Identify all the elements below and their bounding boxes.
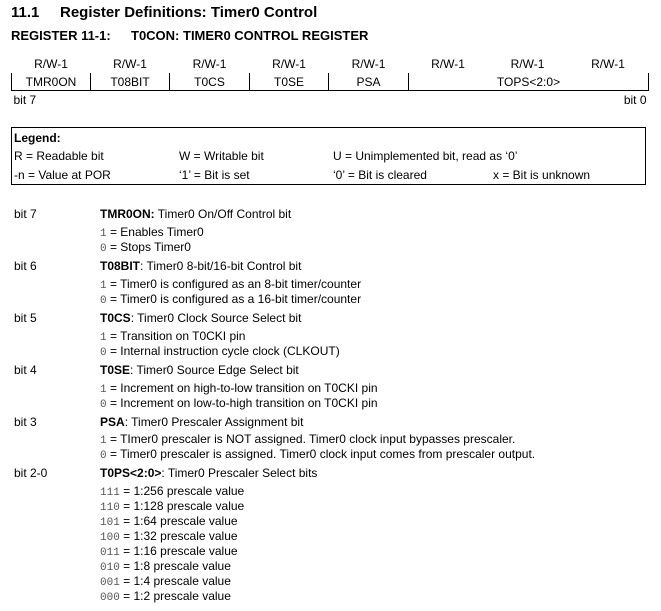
legend-por: -n = Value at POR <box>14 168 111 182</box>
option-value: 0 <box>100 295 107 307</box>
option-value: 100 <box>100 532 120 544</box>
option <box>100 381 378 396</box>
option <box>100 277 361 292</box>
bit-label: bit 4 <box>14 363 37 377</box>
option-text: = Timer0 is configured as a 16-bit timer/counter <box>106 292 362 306</box>
option-text: = Internal instruction cycle clock (CLKOUT) <box>106 344 340 358</box>
bit-label: bit 5 <box>14 311 37 325</box>
option-text: = Transition on T0CKI pin <box>106 329 246 343</box>
name-t0cs: T0CS <box>170 73 250 91</box>
section-heading <box>11 4 317 21</box>
access-bit0: R/W-1 <box>591 56 625 71</box>
option-value: 1 <box>100 384 107 396</box>
field-desc: : Timer0 Prescaler Assignment bit <box>124 415 304 429</box>
option <box>100 396 378 411</box>
option-text: = 1:16 prescale value <box>119 544 238 558</box>
option <box>100 240 191 255</box>
access-bit1: R/W-1 <box>510 56 545 71</box>
legend-writable: W = Writable bit <box>179 149 264 163</box>
option-text: = 1:8 prescale value <box>119 559 231 573</box>
name-tmr0on: TMR0ON <box>12 73 91 91</box>
option-value: 110 <box>100 502 120 514</box>
access-bit5: R/W-1 <box>192 56 227 71</box>
register-title: T0CON: TIMER0 CONTROL REGISTER <box>131 28 369 43</box>
option <box>100 529 238 544</box>
option-value: 1 <box>100 280 107 292</box>
register-heading <box>11 28 368 43</box>
option-text: = Stops Timer0 <box>106 240 191 254</box>
option-text: = Increment on high-to-low transition on T0CKI pin <box>106 381 378 395</box>
field-name: T0SE <box>100 363 131 377</box>
option-text: = TImer0 prescaler is NOT assigned. Timer0 clock input bypasses prescaler. <box>106 432 516 446</box>
option <box>100 559 231 574</box>
option-text: = 1:2 prescale value <box>119 589 231 603</box>
option-text: = Increment on low-to-high transition on T0CKI pin <box>106 396 378 410</box>
legend-box <box>11 127 646 185</box>
field-desc: : Timer0 Source Edge Select bit <box>130 363 299 377</box>
option <box>100 499 244 514</box>
access-bit4: R/W-1 <box>272 56 306 71</box>
legend-title: Legend: <box>14 131 61 145</box>
field-name: T0PS<2:0> <box>100 466 162 480</box>
option-value: 111 <box>100 487 120 499</box>
option-value: 0 <box>100 243 107 255</box>
field-t0cs <box>100 311 301 325</box>
option-value: 1 <box>100 228 107 240</box>
field-name: TMR0ON: <box>100 207 155 221</box>
access-row <box>12 55 649 73</box>
name-row <box>12 73 649 91</box>
option <box>100 589 231 604</box>
access-bit6: R/W-1 <box>113 56 147 71</box>
option <box>100 329 245 344</box>
access-bit3: R/W-1 <box>351 56 386 71</box>
section-number: 11.1 <box>11 4 40 21</box>
option-text: = 1:32 prescale value <box>119 529 238 543</box>
option <box>100 225 204 240</box>
option <box>100 574 231 589</box>
legend-cleared: ‘0’ = Bit is cleared <box>333 168 427 182</box>
option-text: = Timer0 is configured as an 8-bit timer/counter <box>106 277 362 291</box>
legend-unknown: x = Bit is unknown <box>493 168 591 182</box>
option-value: 010 <box>100 562 120 574</box>
register-bit-table <box>11 54 649 108</box>
option-value: 101 <box>100 517 120 529</box>
option-text: = 1:256 prescale value <box>119 484 245 498</box>
access-bit7: R/W-1 <box>34 56 68 71</box>
name-t0se: T0SE <box>250 73 329 91</box>
option <box>100 514 238 529</box>
field-desc: : Timer0 8-bit/16-bit Control bit <box>140 259 302 273</box>
name-psa: PSA <box>329 73 409 91</box>
option-value: 011 <box>100 547 120 559</box>
option <box>100 447 535 462</box>
bit-hi-label: bit 7 <box>12 91 329 109</box>
field-desc: : Timer0 Clock Source Select bit <box>130 311 302 325</box>
option-value: 000 <box>100 592 120 604</box>
option <box>100 544 238 559</box>
option-text: = Timer0 prescaler is assigned. Timer0 clock input comes from prescaler output. <box>106 447 536 461</box>
field-name: T08BIT <box>100 259 141 273</box>
bit-label: bit 2-0 <box>14 466 48 480</box>
legend-readable: R = Readable bit <box>14 149 104 163</box>
register-number: REGISTER 11-1: <box>11 28 111 43</box>
legend-unimplemented: U = Unimplemented bit, read as ‘0’ <box>333 149 518 163</box>
option-text: = 1:4 prescale value <box>119 574 231 588</box>
option-value: 0 <box>100 399 107 411</box>
bit-label: bit 7 <box>14 207 37 221</box>
option <box>100 432 515 447</box>
section-title: Register Definitions: Timer0 Control <box>60 4 318 21</box>
legend-set: ‘1’ = Bit is set <box>179 168 250 182</box>
option-value: 001 <box>100 577 120 589</box>
field-tmr0on <box>100 207 291 221</box>
option-value: 1 <box>100 332 107 344</box>
option-value: 1 <box>100 435 107 447</box>
field-t0ps <box>100 466 317 480</box>
field-name: T0CS <box>100 311 131 325</box>
option <box>100 484 244 499</box>
option-value: 0 <box>100 450 107 462</box>
name-t08bit: T08BIT <box>91 73 170 91</box>
bit-label: bit 3 <box>14 415 37 429</box>
option-text: = 1:64 prescale value <box>119 514 238 528</box>
field-name: PSA <box>100 415 125 429</box>
option-text: = 1:128 prescale value <box>119 499 245 513</box>
option-value: 0 <box>100 347 107 359</box>
field-t0se <box>100 363 299 377</box>
name-tops: TOPS<2:0> <box>409 73 649 91</box>
bit-lo-label: bit 0 <box>329 91 649 109</box>
field-desc: : Timer0 Prescaler Select bits <box>161 466 318 480</box>
field-psa <box>100 415 303 429</box>
option <box>100 292 361 307</box>
option <box>100 344 340 359</box>
access-bit2: R/W-1 <box>431 56 465 71</box>
option-text: = Enables Timer0 <box>106 225 204 239</box>
bit-label: bit 6 <box>14 259 37 273</box>
field-desc: Timer0 On/Off Control bit <box>154 207 292 221</box>
field-t08bit <box>100 259 301 273</box>
bit-number-row <box>12 91 649 109</box>
